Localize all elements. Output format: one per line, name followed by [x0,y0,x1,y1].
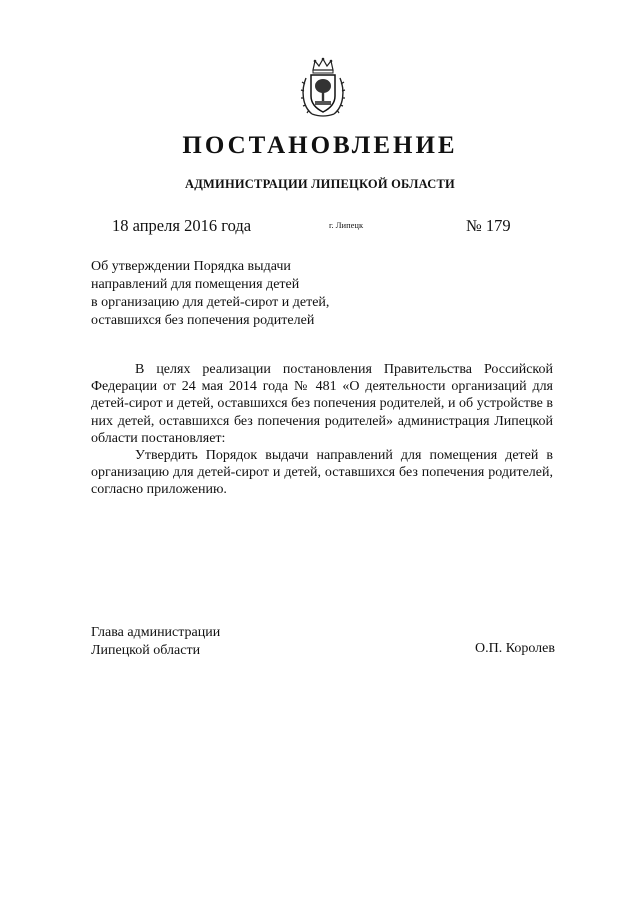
subject-line: оставшихся без попечения родителей [91,313,315,328]
body-paragraph: Утвердить Порядок выдачи направлений для помещения детей в организацию для детей-сирот и детей, оставшихся без попечения родителей, согласно приложению. [91,448,553,498]
signatory-position-line: Липецкой области [91,642,201,658]
document-subject [91,258,329,330]
issuing-authority: АДМИНИСТРАЦИИ ЛИПЕЦКОЙ ОБЛАСТИ [185,177,455,191]
document-body [91,361,553,499]
coat-of-arms-icon [298,56,348,120]
signatory-name: О.П. Королев [475,641,555,656]
document-number: № 179 [466,216,511,235]
document-city: г. Липецк [329,220,364,230]
document-title: ПОСТАНОВЛЕНИЕ [182,132,458,159]
subject-line: направлений для помещения детей [91,277,300,292]
subject-line: в организацию для детей-сирот и детей, [91,295,330,310]
body-paragraph: В целях реализации постановления Правительства Российской Федерации от 24 мая 2014 года № 481 «О деятельности организаций для детей-сирот и детей, оставшихся без попечения родителей, и об устройстве в них детей, оставшихся без попечения родителей» администрация Липецкой области постановляет: [91,362,553,446]
signatory-position-line: Глава администрации [91,625,221,640]
document-date: 18 апреля 2016 года [112,216,252,235]
subject-line: Об утверждении Порядка выдачи [91,259,291,274]
signatory-position [91,624,220,659]
